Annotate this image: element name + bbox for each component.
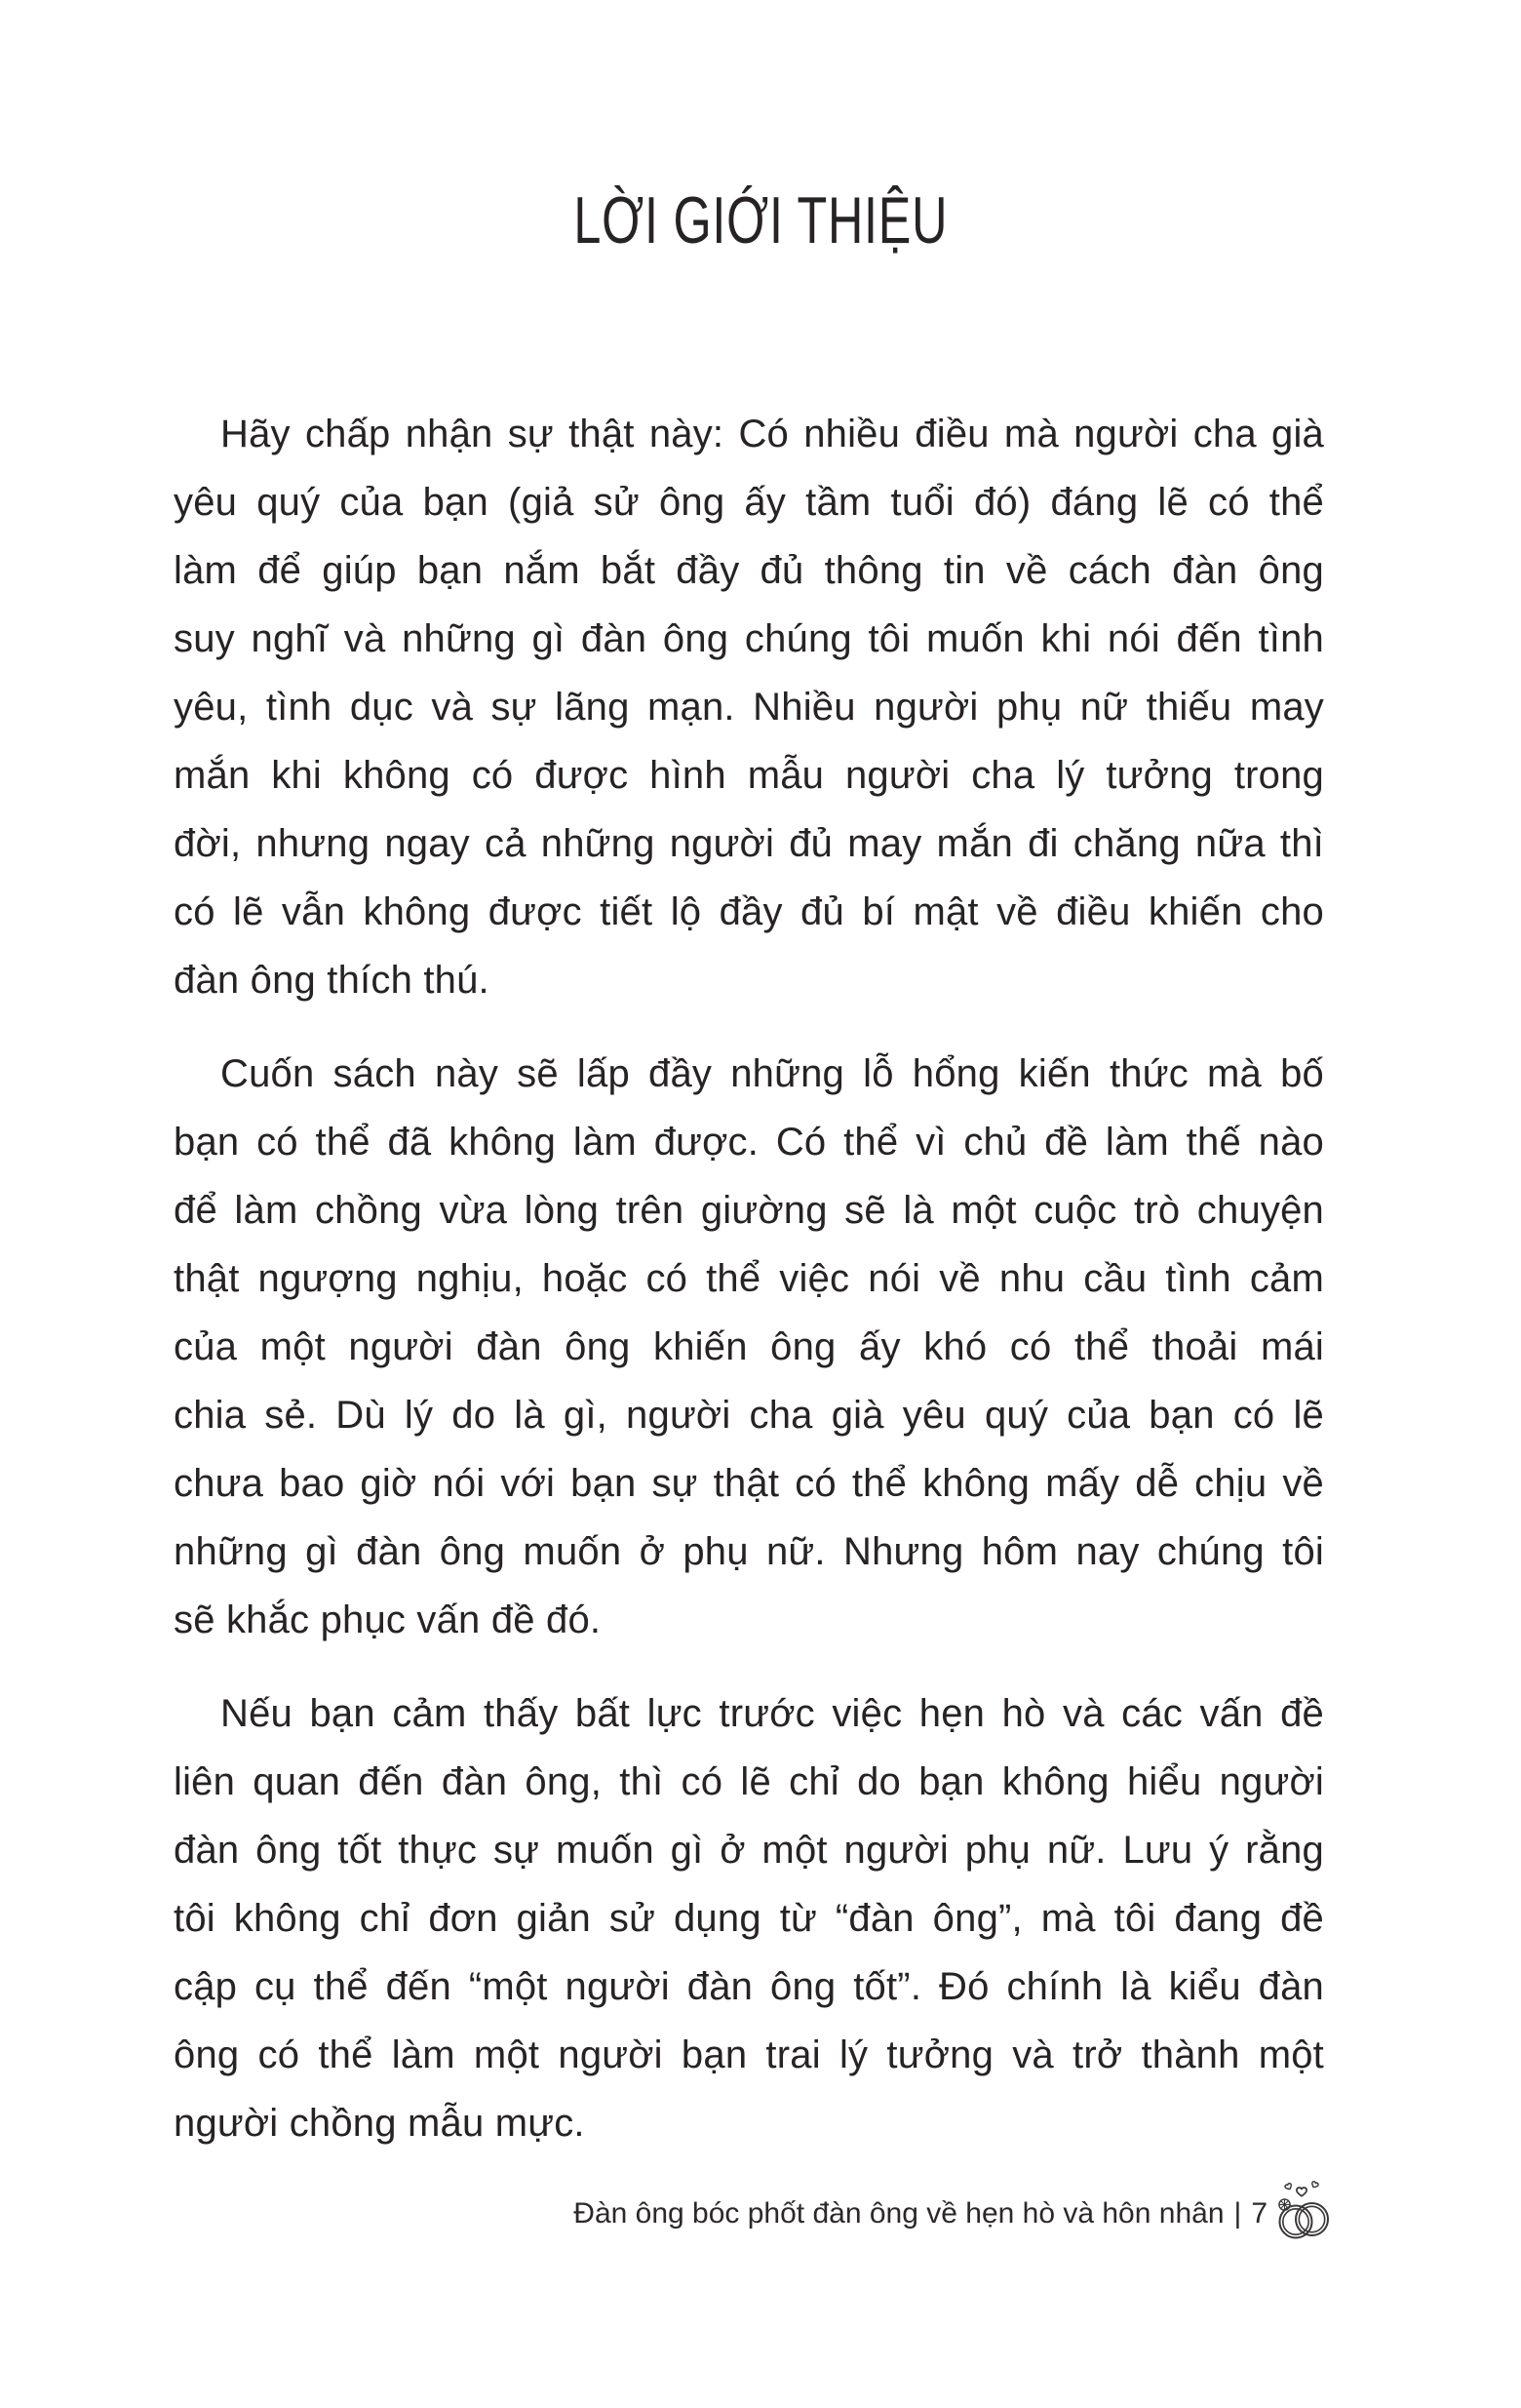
text-line: liên quan đến đàn ông, thì có lẽ chỉ do bạn không hiểu người (174, 1760, 1324, 1803)
text-line: những gì đàn ông muốn ở phụ nữ. Nhưng hôm nay chúng tôi (174, 1530, 1324, 1573)
text-line: để làm chồng vừa lòng trên giường sẽ là một cuộc trò chuyện (174, 1189, 1324, 1232)
text-line: bạn có thể đã không làm được. Có thể vì chủ đề làm thế nào (174, 1121, 1324, 1164)
text-line: thật ngượng nghịu, hoặc có thể việc nói về nhu cầu tình cảm (174, 1257, 1324, 1300)
text-line: sẽ khắc phục vấn đề đó. (174, 1599, 602, 1641)
page-title: LỜI GIỚI THIỆU (573, 183, 948, 257)
text-line: ông có thể làm một người bạn trai lý tưởng và trở thành một (174, 2033, 1324, 2076)
paragraph (174, 1679, 1324, 2157)
page-footer (573, 2177, 1330, 2239)
text-line: đời, nhưng ngay cả những người đủ may mắn đi chăng nữa thì (174, 822, 1324, 865)
title-wrap (0, 0, 1521, 257)
paragraph (174, 400, 1324, 1014)
text-line: người chồng mẫu mực. (174, 2102, 585, 2145)
text-line: của một người đàn ông khiến ông ấy khó có thể thoải mái (174, 1325, 1324, 1368)
text-line: đàn ông thích thú. (174, 959, 489, 1002)
text-line: đàn ông tốt thực sự muốn gì ở một người phụ nữ. Lưu ý rằng (174, 1829, 1324, 1872)
body-text (0, 400, 1521, 2157)
footer-separator: | (1233, 2197, 1242, 2230)
footer-page-number: 7 (1251, 2197, 1268, 2230)
text-line: suy nghĩ và những gì đàn ông chúng tôi muốn khi nói đến tình (174, 617, 1324, 660)
text-line: Hãy chấp nhận sự thật này: Có nhiều điều mà người cha già (220, 413, 1324, 455)
text-line: Nếu bạn cảm thấy bất lực trước việc hẹn hò và các vấn đề (220, 1692, 1324, 1735)
text-line: yêu quý của bạn (giả sử ông ấy tầm tuổi đó) đáng lẽ có thể (174, 481, 1324, 524)
footer-text (573, 2196, 1268, 2239)
text-line: làm để giúp bạn nắm bắt đầy đủ thông tin về cách đàn ông (174, 549, 1324, 592)
text-line: chưa bao giờ nói với bạn sự thật có thể không mấy dễ chịu về (174, 1462, 1324, 1505)
footer-book-title: Đàn ông bóc phốt đàn ông về hẹn hò và hôn nhân (573, 2197, 1225, 2230)
text-line: mắn khi không có được hình mẫu người cha lý tưởng trong (174, 754, 1324, 797)
text-line: có lẽ vẫn không được tiết lộ đầy đủ bí mật về điều khiến cho (174, 890, 1324, 933)
paragraph (174, 1040, 1324, 1654)
text-line: Cuốn sách này sẽ lấp đầy những lỗ hổng kiến thức mà bố (220, 1052, 1324, 1095)
wedding-rings-hearts-icon (1277, 2177, 1330, 2241)
text-line: chia sẻ. Dù lý do là gì, người cha già yêu quý của bạn có lẽ (174, 1394, 1324, 1437)
text-line: cập cụ thể đến “một người đàn ông tốt”. Đó chính là kiểu đàn (174, 1965, 1324, 2008)
text-line: yêu, tình dục và sự lãng mạn. Nhiều người phụ nữ thiếu may (174, 686, 1324, 729)
text-line: tôi không chỉ đơn giản sử dụng từ “đàn ông”, mà tôi đang đề (174, 1897, 1324, 1940)
